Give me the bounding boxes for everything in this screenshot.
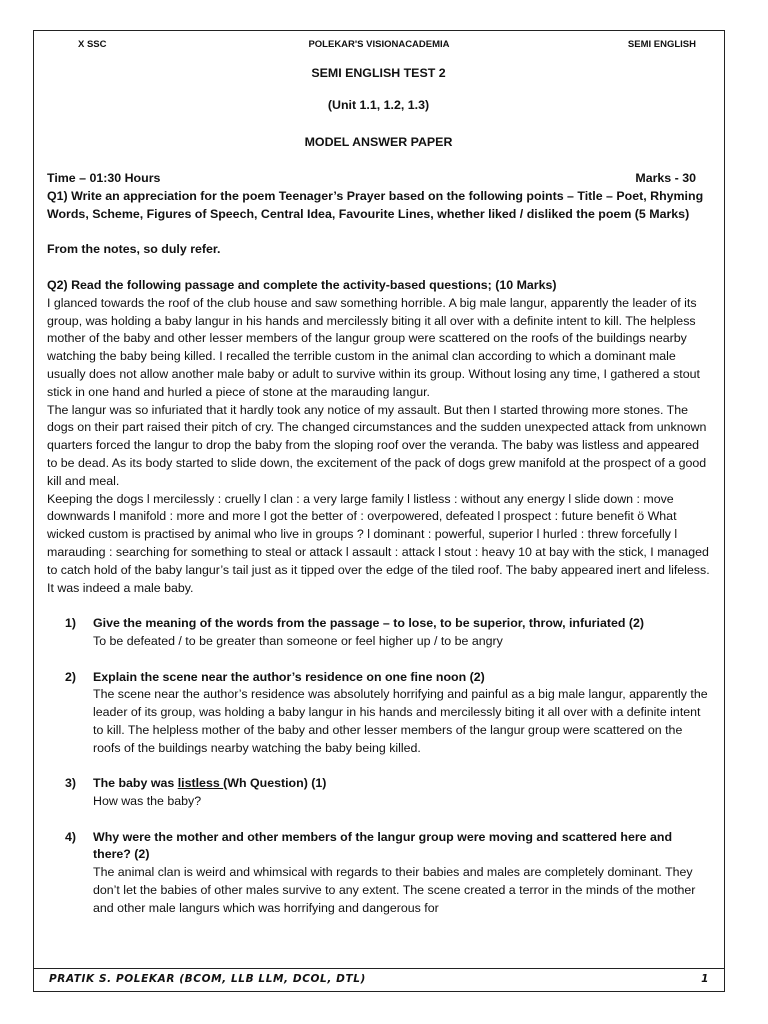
answer-text: The animal clan is weird and whimsical with regards to their babies and males are completely dominant. They don’t let the babies of other males survive to any extent. The scene created a terror in the minds of the mother and other male langurs which was horrifying and dangerous for bbox=[93, 865, 696, 915]
question-text: Give the meaning of the words from the passage – to lose, to be superior, throw, infuriated (2) bbox=[93, 616, 645, 631]
question-number: 3) bbox=[65, 776, 77, 791]
page-header bbox=[34, 39, 724, 53]
header-subject: SEMI ENGLISH bbox=[627, 39, 696, 50]
question-number: 2) bbox=[65, 669, 77, 684]
header-institute: POLEKAR'S VISIONACADEMIA bbox=[308, 39, 450, 50]
question-item-4 bbox=[47, 829, 710, 918]
marks-label: Marks - 30 bbox=[635, 171, 696, 186]
paper-title: MODEL ANSWER PAPER bbox=[304, 135, 453, 150]
page-number: 1 bbox=[701, 973, 709, 985]
question-number: 4) bbox=[65, 829, 77, 844]
q1-answer: From the notes, so duly refer. bbox=[47, 242, 221, 257]
document-body bbox=[47, 65, 710, 918]
time-marks-row bbox=[47, 170, 710, 188]
answer-text: The scene near the author’s residence was absolutely horrifying and painful as a big male langur, apparently the leader of its group, was holding a baby langur in his hands and mercilessly biting it all over with a definite intent to kill. The helpless mother of the baby and other lesser members of the langur group were scattered on the roofs of the buildings nearby watching the baby being killed. bbox=[93, 687, 708, 755]
page-border bbox=[33, 30, 725, 992]
question-item-3 bbox=[47, 775, 710, 811]
passage-paragraph-2: The langur was so infuriated that it hardly took any notice of my assault. But then I started throwing more stones. The dogs on their part raised their pitch of cry. The changed circumstances and the sudden unexpected attack from unknown quarters forced the langur to drop the baby from the sloping roof over the veranda. The baby was listless and appeared to be dead. As its body started to slide down, the excitement of the pack of dogs grew manifold at the prospect of a good kill and meal. bbox=[47, 402, 707, 488]
units-title: (Unit 1.1, 1.2, 1.3) bbox=[327, 97, 430, 112]
question-item-2 bbox=[47, 669, 710, 758]
question-number: 1) bbox=[65, 616, 77, 631]
passage-paragraph-3: Keeping the dogs l mercilessly : cruelly l clan : a very large family l listless : without any energy l slide down : move downwards l manifold : more and more l got the better of : overpowered, defeated l prospect : future benefit ö What wicked custom is practised by animal who live in groups ? l dominant : powerful, superior l hurled : threw forcefully l marauding : searching for something to steal or attack l assault : attack l stout : heavy 10 at bay with the stick, I managed to catch hold of the baby langur’s tail just as it tipped over the edge of the tiled roof. The baby appeared inert and lifeless. It was indeed a male baby. bbox=[47, 491, 710, 595]
q1-question: Q1) Write an appreciation for the poem Teenager’s Prayer based on the following points – Title – Poet, Rhyming Words, Scheme, Figures of Speech, Central Idea, Favourite Lines, whether liked / disliked the poem (5 Marks) bbox=[47, 188, 704, 221]
page-footer bbox=[33, 968, 725, 993]
passage-paragraph-1: I glanced towards the roof of the club house and saw something horrible. A big male langur, apparently the leader of its group, was holding a baby langur in his hands and mercilessly biting it all over with a definite intent to kill. The helpless mother of the baby and other lesser members of the langur group were scattered on the roofs of the buildings nearby watching the baby being killed. I recalled the terrible custom in the animal clan according to which a dominant male usually does not allow another male baby or adult to survive within its group. Without losing any time, I gathered a stout stick in one hand and hurled a piece of stone at the marauding langur. bbox=[47, 295, 700, 399]
header-class: X SSC bbox=[78, 39, 107, 50]
time-label: Time – 01:30 Hours bbox=[47, 171, 161, 186]
question-item-1 bbox=[47, 615, 710, 651]
question-text: The baby was listless (Wh Question) (1) bbox=[93, 776, 327, 791]
question-text: Why were the mother and other members of the langur group were moving and scattered here and there? (2) bbox=[93, 829, 673, 862]
answer-text: To be defeated / to be greater than someone or feel higher up / to be angry bbox=[93, 633, 503, 648]
q2-question: Q2) Read the following passage and complete the activity-based questions; (10 Marks) bbox=[47, 277, 557, 292]
footer-author: PRATIK S. POLEKAR (BCOM, LLB LLM, DCOL, DTL) bbox=[49, 973, 366, 985]
test-title: SEMI ENGLISH TEST 2 bbox=[311, 66, 446, 80]
underlined-word: listless bbox=[177, 776, 224, 791]
answer-text: How was the baby? bbox=[93, 794, 202, 809]
question-text: Explain the scene near the author’s residence on one fine noon (2) bbox=[93, 669, 485, 684]
